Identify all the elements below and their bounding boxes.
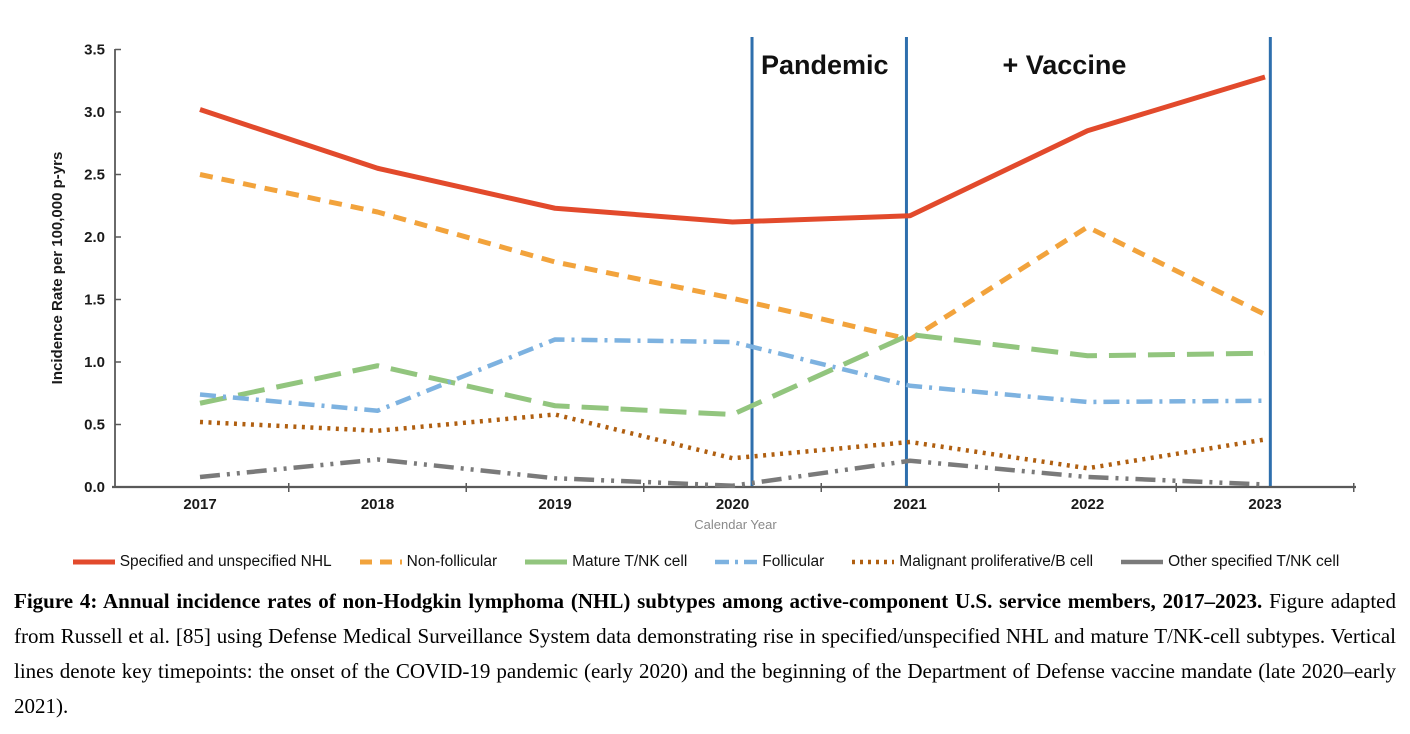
y-tick-label: 3.0	[84, 104, 105, 121]
x-tick-label: 2022	[1070, 496, 1105, 513]
y-tick-label: 3.5	[84, 41, 105, 59]
x-tick-label: 2021	[893, 496, 927, 513]
series-line-0	[200, 77, 1265, 222]
legend-swatch-dot-line-icon	[850, 557, 896, 567]
chart-legend	[0, 551, 1410, 573]
legend-item-3	[713, 553, 824, 571]
x-tick-label: 2023	[1248, 496, 1282, 513]
legend-item-5	[1119, 553, 1339, 571]
figure-caption	[14, 584, 1396, 724]
legend-label: Mature T/NK cell	[572, 553, 688, 570]
legend-label: Other specified T/NK cell	[1168, 553, 1340, 570]
legend-item-1	[358, 553, 497, 571]
y-tick-label: 0.5	[84, 416, 105, 434]
x-tick-label: 2020	[715, 496, 750, 513]
annotation-0: Pandemic	[761, 50, 889, 80]
legend-label: Non-follicular	[406, 553, 498, 570]
x-tick-label: 2018	[360, 496, 395, 513]
y-tick-label: 1.5	[84, 291, 105, 309]
legend-item-2	[523, 553, 687, 571]
x-tick-label: 2017	[183, 496, 217, 513]
legend-label: Follicular	[762, 553, 825, 570]
caption-body: Figure adapted from Russell et al. [85] using Defense Medical Surveillance System data demonstrating rise in specified/unspecified NHL and mature T/NK-cell subtypes. Vertical lines denote key timepoints: the onset of the COVID-19 pandemic (early 2020) and the beginning of the Department of Defense vaccine mandate (late 2020–early 2021).	[14, 589, 1397, 718]
series-line-1	[200, 175, 1265, 340]
legend-swatch-dashdot-line-icon	[713, 557, 759, 567]
series-line-3	[200, 340, 1265, 411]
x-tick-label: 2019	[538, 496, 572, 513]
y-tick-label: 2.0	[84, 229, 105, 246]
y-tick-label: 2.5	[84, 166, 105, 184]
caption-title: Figure 4: Annual incidence rates of non-Hodgkin lymphoma (NHL) subtypes among active-component U.S. service members, 2017–2023.	[14, 589, 1263, 613]
legend-item-0	[71, 553, 332, 571]
legend-label: Malignant proliferative/B cell	[899, 553, 1094, 570]
y-tick-label: 0.0	[84, 479, 105, 496]
x-axis-title: Calendar Year	[694, 517, 777, 532]
legend-swatch-solid-line-icon	[71, 557, 117, 567]
legend-item-4	[850, 553, 1093, 571]
legend-swatch-dashdotdot-line-icon	[1119, 557, 1165, 567]
legend-swatch-dash-line-icon	[358, 557, 404, 567]
annotation-1: + Vaccine	[1002, 50, 1127, 80]
legend-swatch-longdash-line-icon	[523, 557, 569, 567]
series-line-5	[200, 460, 1265, 486]
y-tick-label: 1.0	[84, 354, 105, 371]
y-axis-title: Incidence Rate per 100,000 p-yrs	[49, 151, 66, 385]
legend-label: Specified and unspecified NHL	[119, 553, 332, 570]
